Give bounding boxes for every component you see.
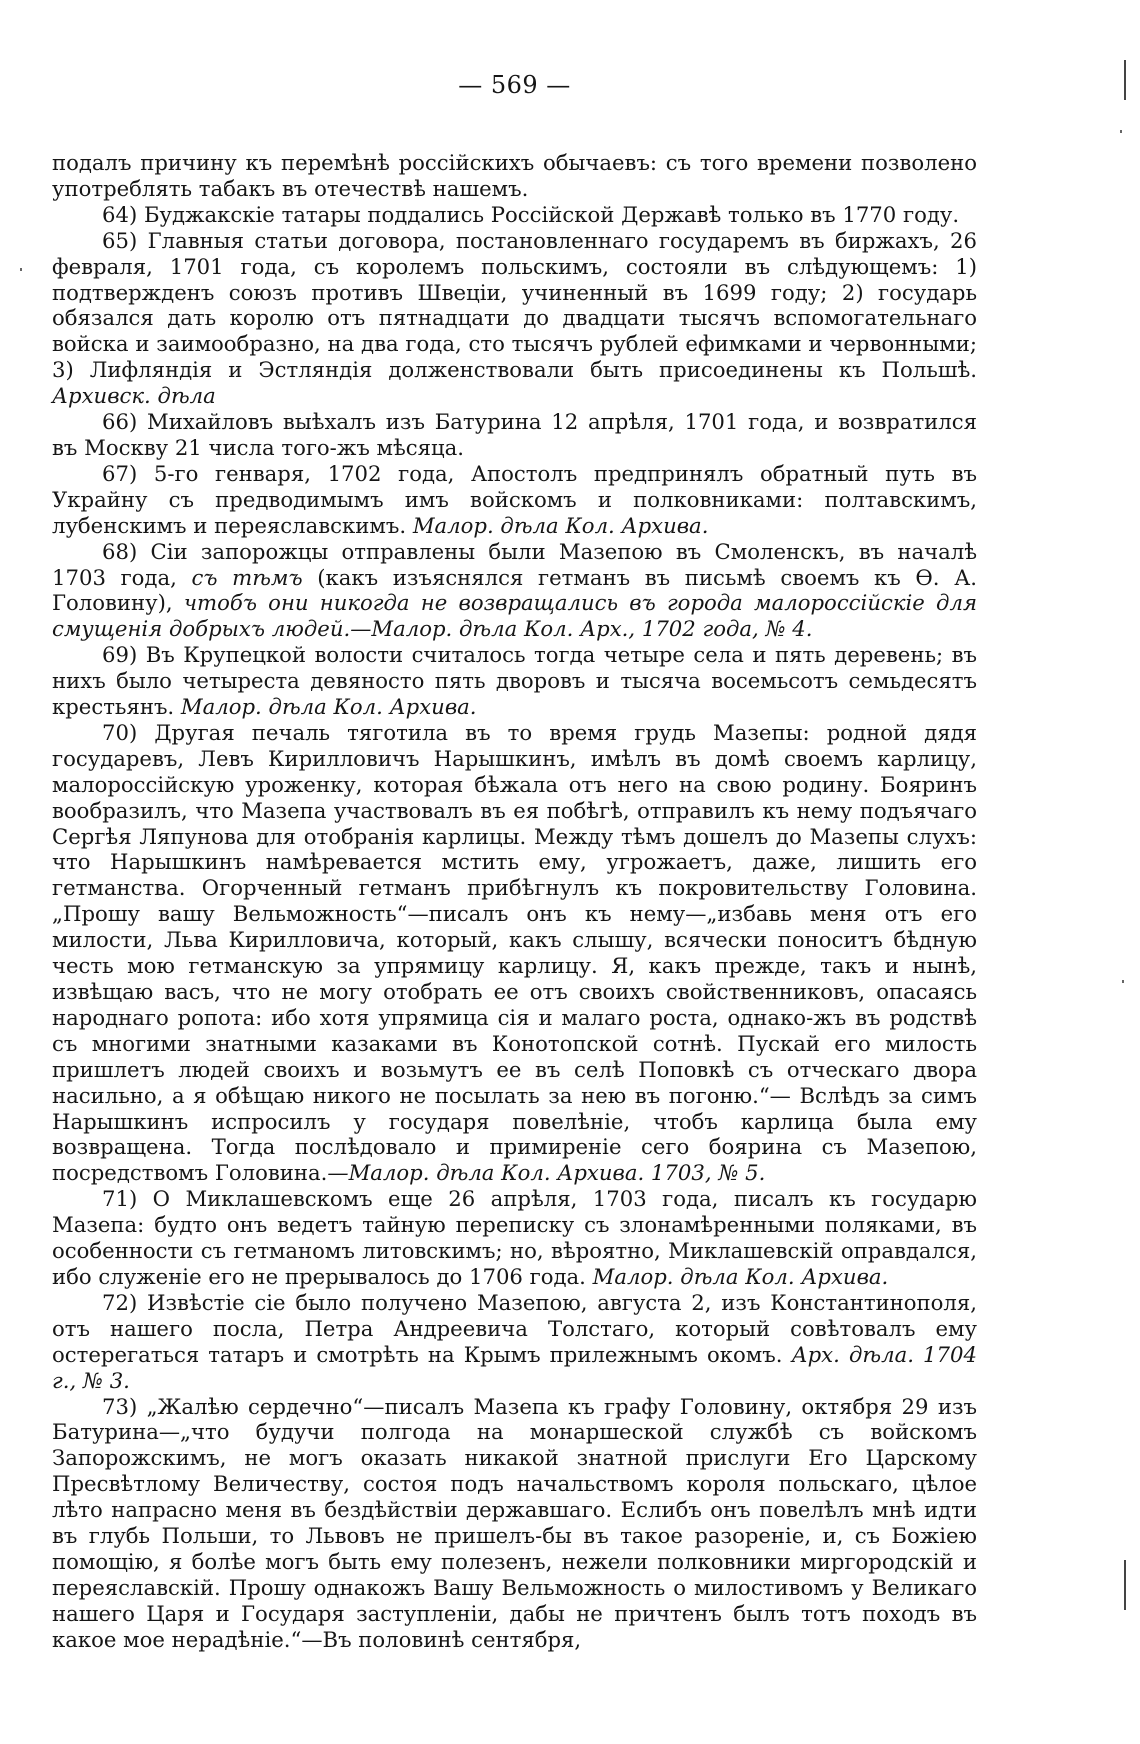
note-text: 68) Сіи запорожцы отправлены были Мазепою въ Смоленскъ, въ началѣ 1703 года, xyxy=(52,538,977,590)
document-page xyxy=(52,70,977,1653)
note-71 xyxy=(52,1186,977,1290)
note-65 xyxy=(52,228,977,409)
inline-italic: съ тѣмъ xyxy=(191,564,303,590)
note-text: 71) О Миклашевскомъ еще 26 апрѣля, 1703 года, писалъ къ государю Мазепа: будто онъ ведетъ тайную переписку съ злонамѣренными поляками, въ особенности съ гетманомъ литовскимъ; но, вѣроятно, Миклашевскій оправдался, ибо служеніе его не прерывалось до 1706 года. xyxy=(52,1186,977,1289)
note-73 xyxy=(52,1394,977,1653)
note-70 xyxy=(52,720,977,1186)
note-text: 72) Извѣстіе сіе было получено Мазепою, августа 2, изъ Константинополя, отъ нашего посла, Петра Андреевича Толстаго, который совѣтовалъ ему остерегаться татаръ и смотрѣть на Крымъ прилежнымъ окомъ. xyxy=(52,1289,977,1367)
archive-reference: Арх. дѣла. 1704 г., № 3. xyxy=(52,1341,977,1393)
archive-reference: Малор. дѣла Кол. Архива. xyxy=(180,694,477,720)
note-text-continued: (какъ изъяснялся гетманъ въ письмѣ своемъ къ Ѳ. А. Головину), xyxy=(52,564,977,616)
archive-reference: Малор. дѣла Кол. Архива. xyxy=(592,1263,889,1289)
note-text: 64) Буджакскіе татары поддались Россійской Державѣ только въ 1770 году. xyxy=(102,201,960,227)
note-text: 70) Другая печаль тяготила въ то время грудь Мазепы: родной дядя государевъ, Левъ Кирилловичъ Нарышкинъ, имѣлъ въ домѣ своемъ карлицу, малороссійскую уроженку, которая бѣжала отъ него на свою родину. Бояринъ вообразилъ, что Мазепа участвовалъ въ ея побѣгѣ, отправилъ къ нему подъячаго Сергѣя Ляпунова для отобранія карлицы. Между тѣмъ дошелъ до Мазепы слухъ: что Нарышкинъ намѣревается мстить ему, угрожаетъ, даже, лишить его гетманства. Огорченный гетманъ прибѣгнулъ къ покровительству Головина. „Прошу вашу Вельможность“—писалъ онъ къ нему—„избавь меня отъ его милости, Льва Кирилловича, который, какъ слышу, всячески поноситъ бѣдную честь мою гетманскую за упрямицу карлицу. Я, какъ прежде, такъ и нынѣ, извѣщаю васъ, что не могу отобрать ее отъ своихъ свойственниковъ, опасаясь народнаго ропота: ибо хотя упрямица сія и малаго роста, однако-жъ въ родствѣ съ многими знатными казаками въ Конотопской сотнѣ. Пускай его милость пришлетъ людей своихъ и возьмутъ ее въ селѣ Поповкѣ съ отческаго двора насильно, а я обѣщаю никого не посылать за нею въ погоню.“— Вслѣдъ за симъ Нарышкинъ испросилъ у государя повелѣніе, чтобъ карлица была ему возвращена. Тогда послѣдовало и примиреніе сего боярина съ Мазепою, посредствомъ Головина. xyxy=(52,719,977,1186)
note-64 xyxy=(52,202,977,228)
note-text: 69) Въ Крупецкой волости считалось тогда четыре села и пять деревень; въ нихъ было четыреста девяносто пять дворовъ и тысяча восемьсотъ семьдесятъ крестьянъ. xyxy=(52,642,977,720)
note-67 xyxy=(52,461,977,539)
scan-speck xyxy=(1122,980,1124,983)
page-number: — 569 — xyxy=(458,71,571,99)
scan-speck xyxy=(20,268,22,271)
scan-edge-mark xyxy=(1124,60,1126,100)
archive-reference: Архивск. дѣла xyxy=(52,383,216,409)
archive-reference: чтобъ они никогда не возвращались въ города малороссійскіе для смущенія добрыхъ людей.—Малор. дѣла Кол. Арх., 1702 года, № 4. xyxy=(52,590,977,642)
paragraph-text: подалъ причину къ перемѣнѣ россійскихъ обычаевъ: съ того времени позволено употреблять табакъ въ отечествѣ нашемъ. xyxy=(52,150,977,201)
note-text: 73) „Жалѣю сердечно“—писалъ Мазепа къ графу Головину, октября 29 изъ Батурина—„что будучи полгода на монаршеской службѣ съ войскомъ Запорожскимъ, не могъ оказать никакой знатной прислуги Его Царскому Пресвѣтлому Величеству, состоя подъ начальствомъ короля польскаго, цѣлое лѣто напрасно меня въ бездѣйствіи державшаго. Еслибъ онъ повелѣлъ мнѣ идти въ глубь Польши, то Львовъ не пришелъ-бы въ такое разореніе, и, съ Божіею помощію, я болѣе могъ быть ему полезенъ, нежели полковники миргородскій и переяславскій. Прошу однакожъ Вашу Вельможность о милостивомъ у Великаго нашего Царя и Государя заступленіи, дабы не причтенъ былъ тотъ походъ въ какое мое нерадѣніе.“—Въ половинѣ сентября, xyxy=(52,1393,977,1652)
paragraph-continuation xyxy=(52,150,977,202)
note-68 xyxy=(52,539,977,643)
note-72 xyxy=(52,1290,977,1394)
archive-reference: —Малор. дѣла Кол. Архива. 1703, № 5. xyxy=(327,1160,766,1186)
note-69 xyxy=(52,642,977,720)
note-text: 66) Михайловъ выѣхалъ изъ Батурина 12 апрѣля, 1701 года, и возвратился въ Москву 21 числа того-жъ мѣсяца. xyxy=(52,409,977,460)
note-text: 65) Главныя статьи договора, постановленнаго государемъ въ биржахъ, 26 февраля, 1701 года, съ королемъ польскимъ, состояли въ слѣдующемъ: 1) подтвержденъ союзъ противъ Швеціи, учиненный въ 1699 году; 2) государь обязался дать королю отъ пятнадцати до двадцати тысячъ вспомогательнаго войска и заимообразно, на два года, сто тысячъ рублей ефимками и червонными; 3) Лифляндія и Эстляндія долженствовали быть присоединены къ Польшѣ. xyxy=(52,227,977,383)
archive-reference: Малор. дѣла Кол. Архива. xyxy=(412,512,709,538)
scan-edge-mark xyxy=(1124,1560,1126,1610)
note-66 xyxy=(52,409,977,461)
scan-speck xyxy=(1120,130,1122,133)
note-text: 67) 5-го генваря, 1702 года, Апостолъ предпринялъ обратный путь въ Украйну съ предводимымъ имъ войскомъ и полковниками: полтавскимъ, лубенскимъ и переяславскимъ. xyxy=(52,460,977,538)
